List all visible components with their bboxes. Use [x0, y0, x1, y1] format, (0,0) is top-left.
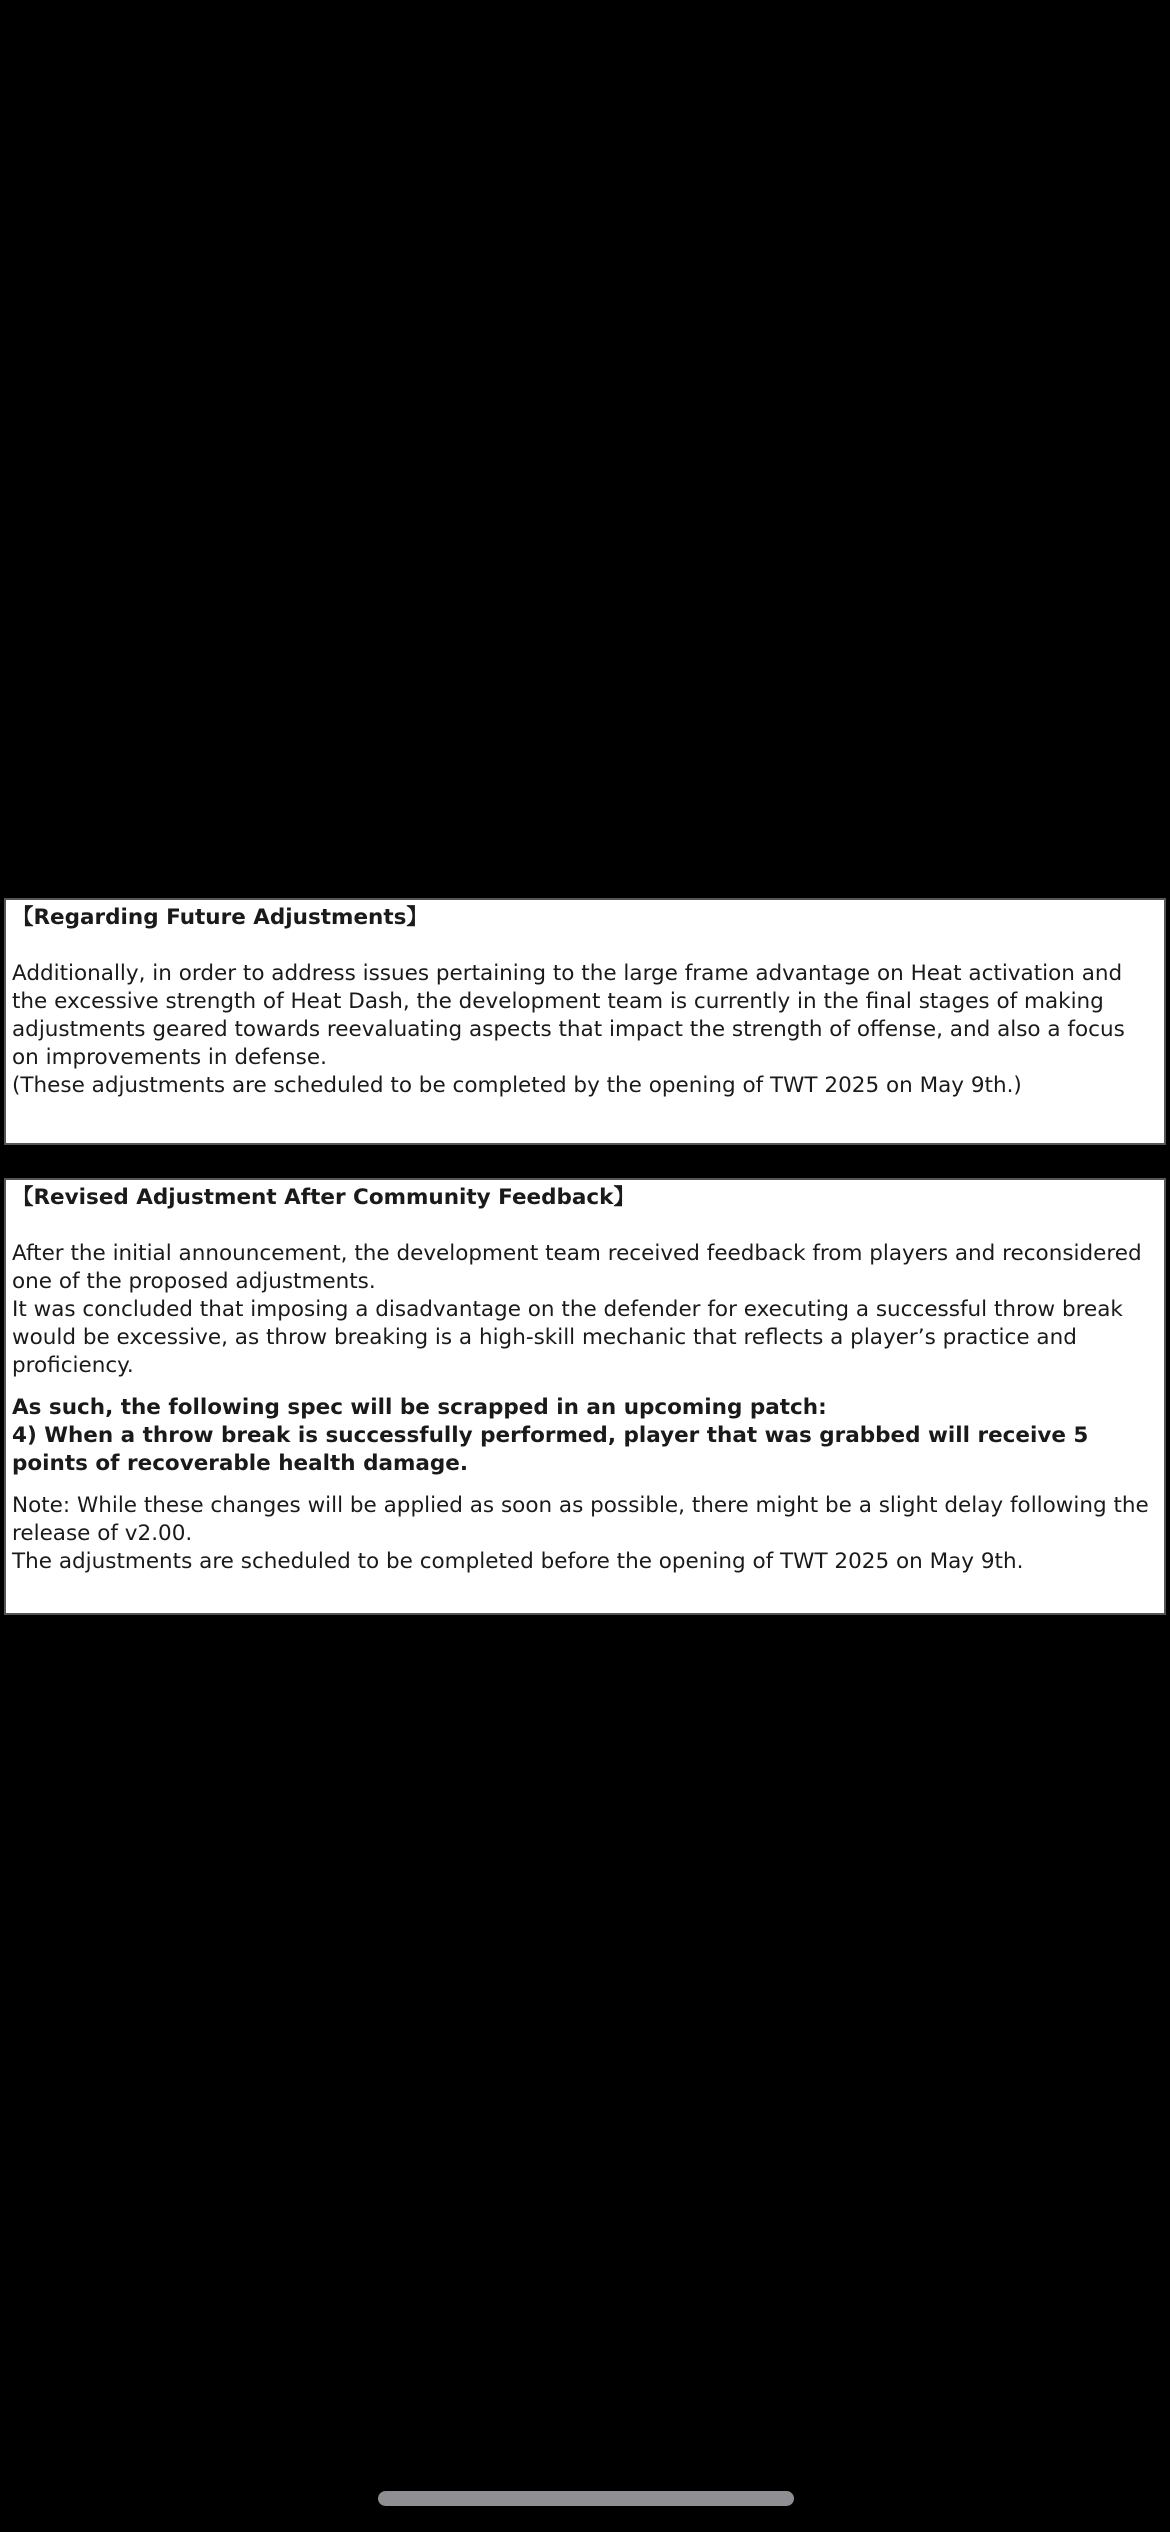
- home-indicator[interactable]: [378, 2491, 794, 2506]
- revised-adjustment-note-1: Note: While these changes will be applied as soon as possible, there might be a slight delay following the release of v2.00.: [12, 1493, 1149, 1546]
- future-adjustments-body: Additionally, in order to address issues pertaining to the large frame advantage on Heat activation and the excessive strength of Heat Dash, the development team is currently in the final stages of making adjustments geared towards reevaluating aspects that impact the strength of offense, and also a focus on improvements in defense.: [12, 961, 1125, 1070]
- revised-adjustment-heading: 【Revised Adjustment After Community Feedback】: [12, 1185, 635, 1210]
- future-adjustments-heading: 【Regarding Future Adjustments】: [12, 905, 428, 930]
- revised-adjustment-note-2: The adjustments are scheduled to be completed before the opening of TWT 2025 on May 9th.: [12, 1549, 1024, 1574]
- future-adjustments-note: (These adjustments are scheduled to be completed by the opening of TWT 2025 on May 9th.): [12, 1073, 1022, 1098]
- revised-adjustment-card: [4, 1178, 1166, 1615]
- revised-adjustment-body-2: It was concluded that imposing a disadvantage on the defender for executing a successful throw break would be excessive, as throw breaking is a high-skill mechanic that reflects a player’s practice and proficiency.: [12, 1297, 1123, 1378]
- revised-adjustment-spec-item: 4) When a throw break is successfully performed, player that was grabbed will receive 5 points of recoverable health damage.: [12, 1423, 1089, 1476]
- revised-adjustment-body-1: After the initial announcement, the development team received feedback from players and reconsidered one of the proposed adjustments.: [12, 1241, 1142, 1294]
- revised-adjustment-spec-intro: As such, the following spec will be scrapped in an upcoming patch:: [12, 1395, 827, 1420]
- future-adjustments-card: [4, 898, 1166, 1145]
